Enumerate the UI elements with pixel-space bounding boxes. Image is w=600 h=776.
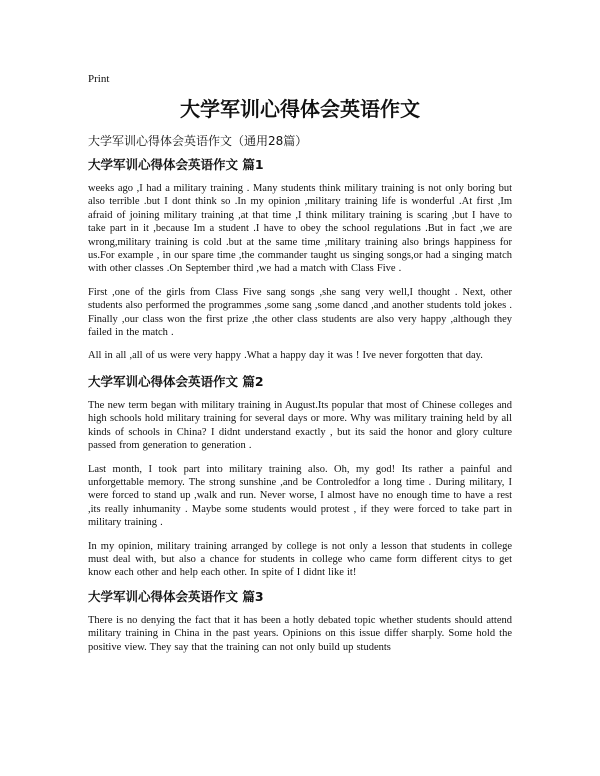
paragraph: First ,one of the girls from Class Five sang songs ,she sang very well,I thought . Next, other students also performed the programmes ,some sang ,some dancd ,and another students told jokes . Finally ,our class won the first prize ,the other class students are also very happy ,although they failed in the match . — [88, 286, 512, 339]
paragraph: Last month, I took part into military training also. Oh, my god! Its rather a painful and unforgettable memory. The strong sunshine ,and be Controledfor a long time . During military, I were forced to stand up ,walk and run. Never worse, I almost have no enough time to have a rest ,its really inhumanity . Maybe some students would protest , if they were forced to take part in military training . — [88, 463, 512, 529]
paragraph: There is no denying the fact that it has been a hotly debated topic whether students should attend military training in China in the past years. Opinions on this issue differ sharply. Some hold the positive view. They say that the training can not only build up students — [88, 614, 512, 653]
section-1 — [88, 156, 512, 363]
document-title: 大学军训心得体会英语作文 — [180, 97, 420, 121]
paragraph: weeks ago ,I had a military training . Many students think military training is not only boring but also terrible .but I dont think so .In my opinion ,military training life is wonderful .At first ,Im afraid of joining military training ,at that time ,I think military training is scaring ,but I have to take part in it ,because Im a student .I have to obey the school regulations .But in fact ,we are wrong,military training is cold .but at the same time ,military training also brings happiness for us.For example , in our spare time ,the commander taught us singing songs,or had a singing match with other classes .On September third ,we had a match with Class Five . — [88, 183, 512, 275]
section-3 — [88, 588, 512, 654]
document-body — [88, 156, 512, 664]
print-label: Print — [88, 73, 110, 85]
section-heading: 大学军训心得体会英语作文 篇3 — [88, 588, 264, 604]
section-2 — [88, 373, 512, 580]
document-subtitle: 大学军训心得体会英语作文（通用28篇） — [88, 134, 308, 148]
paragraph: In my opinion, military training arranged by college is not only a lesson that students in college must deal with, but also a chance for students in college who came form different citys to get know each other and help each other. In spite of I didnt like it! — [88, 540, 512, 579]
section-heading: 大学军训心得体会英语作文 篇2 — [88, 373, 264, 389]
paragraph: All in all ,all of us were very happy .What a happy day it was ! Ive never forgotten that day. — [88, 350, 483, 362]
paragraph: The new term began with military training in August.Its popular that most of Chinese colleges and high schools hold military training for several days or more. Why was military training held by all kinds of schools in China? I didnt understand exactly , but its said the honor and glory culture passed from generation to generation . — [88, 399, 512, 452]
section-heading: 大学军训心得体会英语作文 篇1 — [88, 157, 264, 172]
